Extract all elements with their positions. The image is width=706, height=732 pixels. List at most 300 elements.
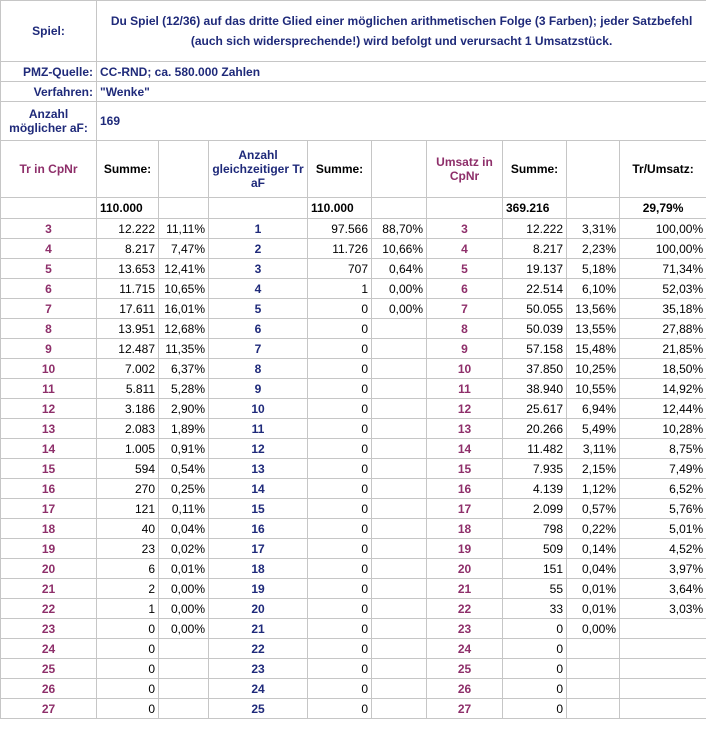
col-umsatz-in-cpnr[interactable]: Umsatz in CpNr xyxy=(427,141,503,198)
cell-summe-1[interactable]: 8.217 xyxy=(97,239,159,259)
cell-tr-umsatz[interactable]: 3,03% xyxy=(620,599,706,619)
cell-tr-umsatz[interactable]: 14,92% xyxy=(620,379,706,399)
cell-percent-1[interactable]: 2,90% xyxy=(159,399,209,419)
total-empty-1[interactable] xyxy=(1,198,97,219)
cell-percent-3[interactable]: 0,01% xyxy=(567,599,620,619)
cell-umsatz[interactable]: 9 xyxy=(427,339,503,359)
cell-summe-3[interactable]: 0 xyxy=(503,699,567,719)
cell-tr-umsatz[interactable] xyxy=(620,619,706,639)
cell-percent-2[interactable] xyxy=(372,539,427,559)
cell-anzahl[interactable]: 1 xyxy=(209,219,308,239)
cell-summe-1[interactable]: 594 xyxy=(97,459,159,479)
cell-percent-3[interactable]: 2,23% xyxy=(567,239,620,259)
cell-umsatz[interactable]: 27 xyxy=(427,699,503,719)
cell-percent-2[interactable] xyxy=(372,479,427,499)
cell-summe-2[interactable]: 0 xyxy=(308,499,372,519)
cell-summe-1[interactable]: 40 xyxy=(97,519,159,539)
cell-tr-umsatz[interactable]: 10,28% xyxy=(620,419,706,439)
cell-tr-umsatz[interactable]: 100,00% xyxy=(620,239,706,259)
cell-tr-umsatz[interactable]: 12,44% xyxy=(620,399,706,419)
cell-percent-2[interactable]: 0,00% xyxy=(372,279,427,299)
cell-tr-umsatz[interactable]: 3,64% xyxy=(620,579,706,599)
cell-percent-1[interactable]: 11,35% xyxy=(159,339,209,359)
cell-percent-2[interactable] xyxy=(372,599,427,619)
cell-tr[interactable]: 16 xyxy=(1,479,97,499)
cell-summe-3[interactable]: 37.850 xyxy=(503,359,567,379)
total-empty-2[interactable] xyxy=(159,198,209,219)
cell-percent-1[interactable] xyxy=(159,699,209,719)
cell-summe-1[interactable]: 121 xyxy=(97,499,159,519)
anzahl-value[interactable]: 169 xyxy=(97,102,706,141)
cell-summe-2[interactable]: 97.566 xyxy=(308,219,372,239)
cell-summe-2[interactable]: 0 xyxy=(308,379,372,399)
cell-summe-3[interactable]: 25.617 xyxy=(503,399,567,419)
table-row xyxy=(1,419,706,439)
cell-summe-3[interactable]: 50.039 xyxy=(503,319,567,339)
cell-summe-3[interactable]: 8.217 xyxy=(503,239,567,259)
cell-percent-3[interactable]: 13,56% xyxy=(567,299,620,319)
table-row xyxy=(1,639,706,659)
verfahren-label[interactable]: Verfahren: xyxy=(1,82,97,102)
cell-tr[interactable]: 15 xyxy=(1,459,97,479)
cell-summe-3[interactable]: 0 xyxy=(503,679,567,699)
cell-summe-2[interactable]: 0 xyxy=(308,519,372,539)
cell-anzahl[interactable]: 5 xyxy=(209,299,308,319)
cell-umsatz[interactable]: 7 xyxy=(427,299,503,319)
cell-summe-1[interactable]: 0 xyxy=(97,699,159,719)
table-row xyxy=(1,279,706,299)
cell-umsatz[interactable]: 14 xyxy=(427,439,503,459)
anzahl-label[interactable]: Anzahl möglicher aF: xyxy=(1,102,97,141)
cell-anzahl[interactable]: 20 xyxy=(209,599,308,619)
cell-percent-1[interactable]: 0,25% xyxy=(159,479,209,499)
cell-tr-umsatz[interactable]: 7,49% xyxy=(620,459,706,479)
cell-percent-3[interactable]: 15,48% xyxy=(567,339,620,359)
cell-summe-2[interactable]: 0 xyxy=(308,459,372,479)
cell-percent-1[interactable] xyxy=(159,679,209,699)
cell-summe-2[interactable]: 0 xyxy=(308,679,372,699)
cell-anzahl[interactable]: 3 xyxy=(209,259,308,279)
cell-summe-3[interactable]: 38.940 xyxy=(503,379,567,399)
cell-anzahl[interactable]: 17 xyxy=(209,539,308,559)
cell-percent-3[interactable]: 5,18% xyxy=(567,259,620,279)
cell-summe-3[interactable]: 33 xyxy=(503,599,567,619)
cell-percent-1[interactable]: 0,01% xyxy=(159,559,209,579)
cell-summe-1[interactable]: 0 xyxy=(97,639,159,659)
cell-anzahl[interactable]: 22 xyxy=(209,639,308,659)
cell-umsatz[interactable]: 26 xyxy=(427,679,503,699)
cell-anzahl[interactable]: 9 xyxy=(209,379,308,399)
cell-percent-2[interactable] xyxy=(372,399,427,419)
cell-tr[interactable]: 10 xyxy=(1,359,97,379)
cell-percent-3[interactable]: 13,55% xyxy=(567,319,620,339)
cell-summe-1[interactable]: 6 xyxy=(97,559,159,579)
cell-summe-3[interactable]: 0 xyxy=(503,639,567,659)
cell-umsatz[interactable]: 17 xyxy=(427,499,503,519)
cell-umsatz[interactable]: 20 xyxy=(427,559,503,579)
cell-percent-2[interactable]: 88,70% xyxy=(372,219,427,239)
cell-percent-2[interactable] xyxy=(372,339,427,359)
cell-percent-2[interactable] xyxy=(372,639,427,659)
col-anzahl-gleichzeitiger[interactable]: Anzahl gleichzeitiger Tr aF xyxy=(209,141,308,198)
pmz-row xyxy=(1,62,706,82)
cell-percent-3[interactable]: 0,14% xyxy=(567,539,620,559)
cell-percent-1[interactable]: 0,11% xyxy=(159,499,209,519)
table-row xyxy=(1,259,706,279)
cell-percent-3[interactable]: 0,00% xyxy=(567,619,620,639)
cell-percent-2[interactable] xyxy=(372,579,427,599)
cell-percent-1[interactable]: 12,41% xyxy=(159,259,209,279)
cell-anzahl[interactable]: 7 xyxy=(209,339,308,359)
cell-tr[interactable]: 13 xyxy=(1,419,97,439)
cell-summe-1[interactable]: 12.487 xyxy=(97,339,159,359)
cell-tr-umsatz[interactable]: 6,52% xyxy=(620,479,706,499)
cell-anzahl[interactable]: 18 xyxy=(209,559,308,579)
cell-percent-1[interactable]: 5,28% xyxy=(159,379,209,399)
cell-percent-2[interactable] xyxy=(372,679,427,699)
cell-anzahl[interactable]: 16 xyxy=(209,519,308,539)
cell-tr[interactable]: 26 xyxy=(1,679,97,699)
cell-percent-1[interactable] xyxy=(159,639,209,659)
cell-umsatz[interactable]: 16 xyxy=(427,479,503,499)
cell-summe-3[interactable]: 22.514 xyxy=(503,279,567,299)
cell-summe-2[interactable]: 0 xyxy=(308,539,372,559)
cell-umsatz[interactable]: 3 xyxy=(427,219,503,239)
cell-anzahl[interactable]: 11 xyxy=(209,419,308,439)
cell-summe-2[interactable]: 0 xyxy=(308,479,372,499)
cell-percent-3[interactable]: 0,04% xyxy=(567,559,620,579)
cell-summe-3[interactable]: 509 xyxy=(503,539,567,559)
table-row xyxy=(1,339,706,359)
col-tr-in-cpnr[interactable]: Tr in CpNr xyxy=(1,141,97,198)
cell-anzahl[interactable]: 2 xyxy=(209,239,308,259)
col-summe-3[interactable]: Summe: xyxy=(503,141,567,198)
cell-percent-3[interactable]: 10,55% xyxy=(567,379,620,399)
cell-tr[interactable]: 25 xyxy=(1,659,97,679)
cell-tr-umsatz[interactable]: 52,03% xyxy=(620,279,706,299)
cell-summe-1[interactable]: 1 xyxy=(97,599,159,619)
cell-summe-1[interactable]: 12.222 xyxy=(97,219,159,239)
cell-tr[interactable]: 9 xyxy=(1,339,97,359)
cell-percent-2[interactable]: 0,64% xyxy=(372,259,427,279)
total-empty-3[interactable] xyxy=(209,198,308,219)
cell-percent-2[interactable] xyxy=(372,319,427,339)
cell-tr[interactable]: 23 xyxy=(1,619,97,639)
cell-anzahl[interactable]: 15 xyxy=(209,499,308,519)
cell-tr-umsatz[interactable]: 5,01% xyxy=(620,519,706,539)
cell-summe-1[interactable]: 1.005 xyxy=(97,439,159,459)
cell-summe-2[interactable]: 707 xyxy=(308,259,372,279)
cell-anzahl[interactable]: 21 xyxy=(209,619,308,639)
cell-percent-3[interactable] xyxy=(567,699,620,719)
cell-tr[interactable]: 17 xyxy=(1,499,97,519)
cell-percent-1[interactable]: 0,91% xyxy=(159,439,209,459)
cell-summe-1[interactable]: 0 xyxy=(97,679,159,699)
pmz-label[interactable]: PMZ-Quelle: xyxy=(1,62,97,82)
cell-umsatz[interactable]: 18 xyxy=(427,519,503,539)
cell-percent-1[interactable]: 0,00% xyxy=(159,599,209,619)
cell-tr[interactable]: 11 xyxy=(1,379,97,399)
cell-summe-2[interactable]: 0 xyxy=(308,439,372,459)
cell-summe-2[interactable]: 0 xyxy=(308,699,372,719)
cell-summe-1[interactable]: 5.811 xyxy=(97,379,159,399)
col-empty-1[interactable] xyxy=(159,141,209,198)
cell-umsatz[interactable]: 8 xyxy=(427,319,503,339)
cell-summe-2[interactable]: 0 xyxy=(308,559,372,579)
cell-umsatz[interactable]: 25 xyxy=(427,659,503,679)
cell-anzahl[interactable]: 4 xyxy=(209,279,308,299)
col-empty-2[interactable] xyxy=(372,141,427,198)
cell-percent-3[interactable]: 5,49% xyxy=(567,419,620,439)
cell-tr-umsatz[interactable] xyxy=(620,679,706,699)
cell-tr-umsatz[interactable] xyxy=(620,699,706,719)
cell-umsatz[interactable]: 19 xyxy=(427,539,503,559)
cell-tr[interactable]: 4 xyxy=(1,239,97,259)
cell-percent-2[interactable] xyxy=(372,519,427,539)
cell-tr[interactable]: 14 xyxy=(1,439,97,459)
total-empty-5[interactable] xyxy=(427,198,503,219)
cell-anzahl[interactable]: 6 xyxy=(209,319,308,339)
cell-summe-2[interactable]: 0 xyxy=(308,299,372,319)
cell-umsatz[interactable]: 15 xyxy=(427,459,503,479)
total-summe-2[interactable]: 110.000 xyxy=(308,198,372,219)
cell-tr[interactable]: 6 xyxy=(1,279,97,299)
cell-percent-1[interactable]: 7,47% xyxy=(159,239,209,259)
cell-umsatz[interactable]: 13 xyxy=(427,419,503,439)
cell-umsatz[interactable]: 4 xyxy=(427,239,503,259)
cell-percent-2[interactable] xyxy=(372,359,427,379)
cell-summe-1[interactable]: 2.083 xyxy=(97,419,159,439)
col-empty-3[interactable] xyxy=(567,141,620,198)
cell-summe-1[interactable]: 11.715 xyxy=(97,279,159,299)
cell-umsatz[interactable]: 22 xyxy=(427,599,503,619)
cell-summe-3[interactable]: 151 xyxy=(503,559,567,579)
cell-tr[interactable]: 27 xyxy=(1,699,97,719)
cell-summe-1[interactable]: 0 xyxy=(97,619,159,639)
cell-percent-3[interactable] xyxy=(567,659,620,679)
pmz-value[interactable]: CC-RND; ca. 580.000 Zahlen xyxy=(97,62,706,82)
table-row xyxy=(1,299,706,319)
cell-summe-1[interactable]: 23 xyxy=(97,539,159,559)
cell-tr-umsatz[interactable]: 18,50% xyxy=(620,359,706,379)
cell-anzahl[interactable]: 14 xyxy=(209,479,308,499)
cell-tr-umsatz[interactable]: 5,76% xyxy=(620,499,706,519)
total-empty-4[interactable] xyxy=(372,198,427,219)
cell-summe-1[interactable]: 7.002 xyxy=(97,359,159,379)
table-row xyxy=(1,319,706,339)
table-row xyxy=(1,579,706,599)
col-summe-1[interactable]: Summe: xyxy=(97,141,159,198)
table-row xyxy=(1,479,706,499)
cell-summe-3[interactable]: 50.055 xyxy=(503,299,567,319)
cell-percent-3[interactable]: 6,94% xyxy=(567,399,620,419)
cell-summe-3[interactable]: 0 xyxy=(503,619,567,639)
cell-tr[interactable]: 8 xyxy=(1,319,97,339)
cell-percent-2[interactable] xyxy=(372,619,427,639)
cell-summe-1[interactable]: 2 xyxy=(97,579,159,599)
cell-umsatz[interactable]: 24 xyxy=(427,639,503,659)
cell-percent-3[interactable]: 10,25% xyxy=(567,359,620,379)
cell-summe-2[interactable]: 0 xyxy=(308,359,372,379)
cell-summe-3[interactable]: 11.482 xyxy=(503,439,567,459)
cell-percent-2[interactable]: 10,66% xyxy=(372,239,427,259)
cell-summe-3[interactable]: 57.158 xyxy=(503,339,567,359)
spiel-label[interactable]: Spiel: xyxy=(1,1,97,62)
table-row xyxy=(1,559,706,579)
cell-umsatz[interactable]: 12 xyxy=(427,399,503,419)
cell-percent-2[interactable] xyxy=(372,419,427,439)
cell-percent-2[interactable] xyxy=(372,659,427,679)
cell-percent-2[interactable]: 0,00% xyxy=(372,299,427,319)
cell-tr[interactable]: 20 xyxy=(1,559,97,579)
cell-summe-3[interactable]: 12.222 xyxy=(503,219,567,239)
cell-tr[interactable]: 19 xyxy=(1,539,97,559)
cell-percent-2[interactable] xyxy=(372,439,427,459)
cell-umsatz[interactable]: 6 xyxy=(427,279,503,299)
cell-summe-2[interactable]: 1 xyxy=(308,279,372,299)
cell-tr[interactable]: 18 xyxy=(1,519,97,539)
cell-summe-3[interactable]: 2.099 xyxy=(503,499,567,519)
cell-umsatz[interactable]: 21 xyxy=(427,579,503,599)
cell-percent-1[interactable]: 0,54% xyxy=(159,459,209,479)
cell-summe-2[interactable]: 0 xyxy=(308,599,372,619)
cell-anzahl[interactable]: 25 xyxy=(209,699,308,719)
cell-percent-3[interactable]: 0,57% xyxy=(567,499,620,519)
cell-percent-1[interactable]: 0,00% xyxy=(159,619,209,639)
cell-tr[interactable]: 3 xyxy=(1,219,97,239)
cell-percent-1[interactable]: 0,02% xyxy=(159,539,209,559)
cell-summe-2[interactable]: 0 xyxy=(308,619,372,639)
table-row xyxy=(1,659,706,679)
col-summe-2[interactable]: Summe: xyxy=(308,141,372,198)
table-row xyxy=(1,519,706,539)
cell-anzahl[interactable]: 24 xyxy=(209,679,308,699)
cell-percent-1[interactable]: 10,65% xyxy=(159,279,209,299)
cell-umsatz[interactable]: 23 xyxy=(427,619,503,639)
cell-percent-1[interactable]: 16,01% xyxy=(159,299,209,319)
cell-percent-1[interactable]: 12,68% xyxy=(159,319,209,339)
cell-umsatz[interactable]: 11 xyxy=(427,379,503,399)
cell-summe-1[interactable]: 3.186 xyxy=(97,399,159,419)
cell-percent-3[interactable]: 3,31% xyxy=(567,219,620,239)
cell-tr[interactable]: 12 xyxy=(1,399,97,419)
spiel-description[interactable]: Du Spiel (12/36) auf das dritte Glied einer möglichen arithmetischen Folge (3 Farben); jeder Satzbefehl (auch sich widersprechende!) wird befolgt und verursacht 1 Umsatzstück. xyxy=(97,1,706,62)
cell-tr-umsatz[interactable]: 71,34% xyxy=(620,259,706,279)
cell-tr-umsatz[interactable] xyxy=(620,639,706,659)
cell-anzahl[interactable]: 8 xyxy=(209,359,308,379)
total-summe-1[interactable]: 110.000 xyxy=(97,198,159,219)
cell-tr-umsatz[interactable]: 21,85% xyxy=(620,339,706,359)
cell-tr-umsatz[interactable]: 35,18% xyxy=(620,299,706,319)
cell-tr-umsatz[interactable]: 3,97% xyxy=(620,559,706,579)
cell-percent-3[interactable]: 0,22% xyxy=(567,519,620,539)
cell-anzahl[interactable]: 10 xyxy=(209,399,308,419)
cell-summe-3[interactable]: 4.139 xyxy=(503,479,567,499)
total-summe-3[interactable]: 369.216 xyxy=(503,198,567,219)
cell-umsatz[interactable]: 5 xyxy=(427,259,503,279)
cell-anzahl[interactable]: 19 xyxy=(209,579,308,599)
table-row xyxy=(1,399,706,419)
cell-summe-3[interactable]: 798 xyxy=(503,519,567,539)
cell-percent-1[interactable]: 0,04% xyxy=(159,519,209,539)
cell-percent-3[interactable]: 2,15% xyxy=(567,459,620,479)
cell-summe-2[interactable]: 11.726 xyxy=(308,239,372,259)
cell-percent-3[interactable]: 0,01% xyxy=(567,579,620,599)
cell-percent-1[interactable]: 0,00% xyxy=(159,579,209,599)
cell-summe-1[interactable]: 270 xyxy=(97,479,159,499)
cell-tr-umsatz[interactable]: 100,00% xyxy=(620,219,706,239)
cell-summe-3[interactable]: 55 xyxy=(503,579,567,599)
spiel-row xyxy=(1,1,706,62)
cell-percent-3[interactable] xyxy=(567,679,620,699)
cell-summe-1[interactable]: 17.611 xyxy=(97,299,159,319)
cell-tr-umsatz[interactable]: 8,75% xyxy=(620,439,706,459)
cell-summe-3[interactable]: 7.935 xyxy=(503,459,567,479)
table-row xyxy=(1,499,706,519)
cell-percent-1[interactable]: 1,89% xyxy=(159,419,209,439)
cell-percent-1[interactable] xyxy=(159,659,209,679)
cell-tr[interactable]: 7 xyxy=(1,299,97,319)
table-row xyxy=(1,359,706,379)
cell-summe-3[interactable]: 0 xyxy=(503,659,567,679)
cell-summe-2[interactable]: 0 xyxy=(308,399,372,419)
cell-tr-umsatz[interactable]: 4,52% xyxy=(620,539,706,559)
cell-summe-2[interactable]: 0 xyxy=(308,579,372,599)
cell-summe-2[interactable]: 0 xyxy=(308,639,372,659)
cell-percent-2[interactable] xyxy=(372,699,427,719)
cell-percent-2[interactable] xyxy=(372,559,427,579)
cell-anzahl[interactable]: 13 xyxy=(209,459,308,479)
cell-summe-2[interactable]: 0 xyxy=(308,339,372,359)
cell-anzahl[interactable]: 23 xyxy=(209,659,308,679)
cell-percent-1[interactable]: 6,37% xyxy=(159,359,209,379)
cell-summe-3[interactable]: 19.137 xyxy=(503,259,567,279)
cell-summe-1[interactable]: 13.653 xyxy=(97,259,159,279)
total-empty-6[interactable] xyxy=(567,198,620,219)
cell-percent-2[interactable] xyxy=(372,379,427,399)
table-row xyxy=(1,679,706,699)
cell-summe-1[interactable]: 0 xyxy=(97,659,159,679)
total-tr-umsatz[interactable]: 29,79% xyxy=(620,198,706,219)
cell-tr[interactable]: 5 xyxy=(1,259,97,279)
cell-percent-2[interactable] xyxy=(372,499,427,519)
cell-tr[interactable]: 21 xyxy=(1,579,97,599)
cell-percent-2[interactable] xyxy=(372,459,427,479)
cell-tr-umsatz[interactable]: 27,88% xyxy=(620,319,706,339)
cell-tr-umsatz[interactable] xyxy=(620,659,706,679)
column-header-row xyxy=(1,141,706,198)
cell-percent-3[interactable]: 6,10% xyxy=(567,279,620,299)
cell-summe-2[interactable]: 0 xyxy=(308,659,372,679)
cell-umsatz[interactable]: 10 xyxy=(427,359,503,379)
cell-summe-1[interactable]: 13.951 xyxy=(97,319,159,339)
cell-percent-3[interactable]: 1,12% xyxy=(567,479,620,499)
cell-summe-2[interactable]: 0 xyxy=(308,419,372,439)
table-row xyxy=(1,619,706,639)
cell-percent-3[interactable] xyxy=(567,639,620,659)
cell-anzahl[interactable]: 12 xyxy=(209,439,308,459)
cell-summe-2[interactable]: 0 xyxy=(308,319,372,339)
cell-percent-1[interactable]: 11,11% xyxy=(159,219,209,239)
cell-percent-3[interactable]: 3,11% xyxy=(567,439,620,459)
table-row xyxy=(1,699,706,719)
cell-tr[interactable]: 24 xyxy=(1,639,97,659)
table-row xyxy=(1,539,706,559)
cell-tr[interactable]: 22 xyxy=(1,599,97,619)
cell-summe-3[interactable]: 20.266 xyxy=(503,419,567,439)
verfahren-value[interactable]: "Wenke" xyxy=(97,82,706,102)
col-tr-umsatz[interactable]: Tr/Umsatz: xyxy=(620,141,706,198)
